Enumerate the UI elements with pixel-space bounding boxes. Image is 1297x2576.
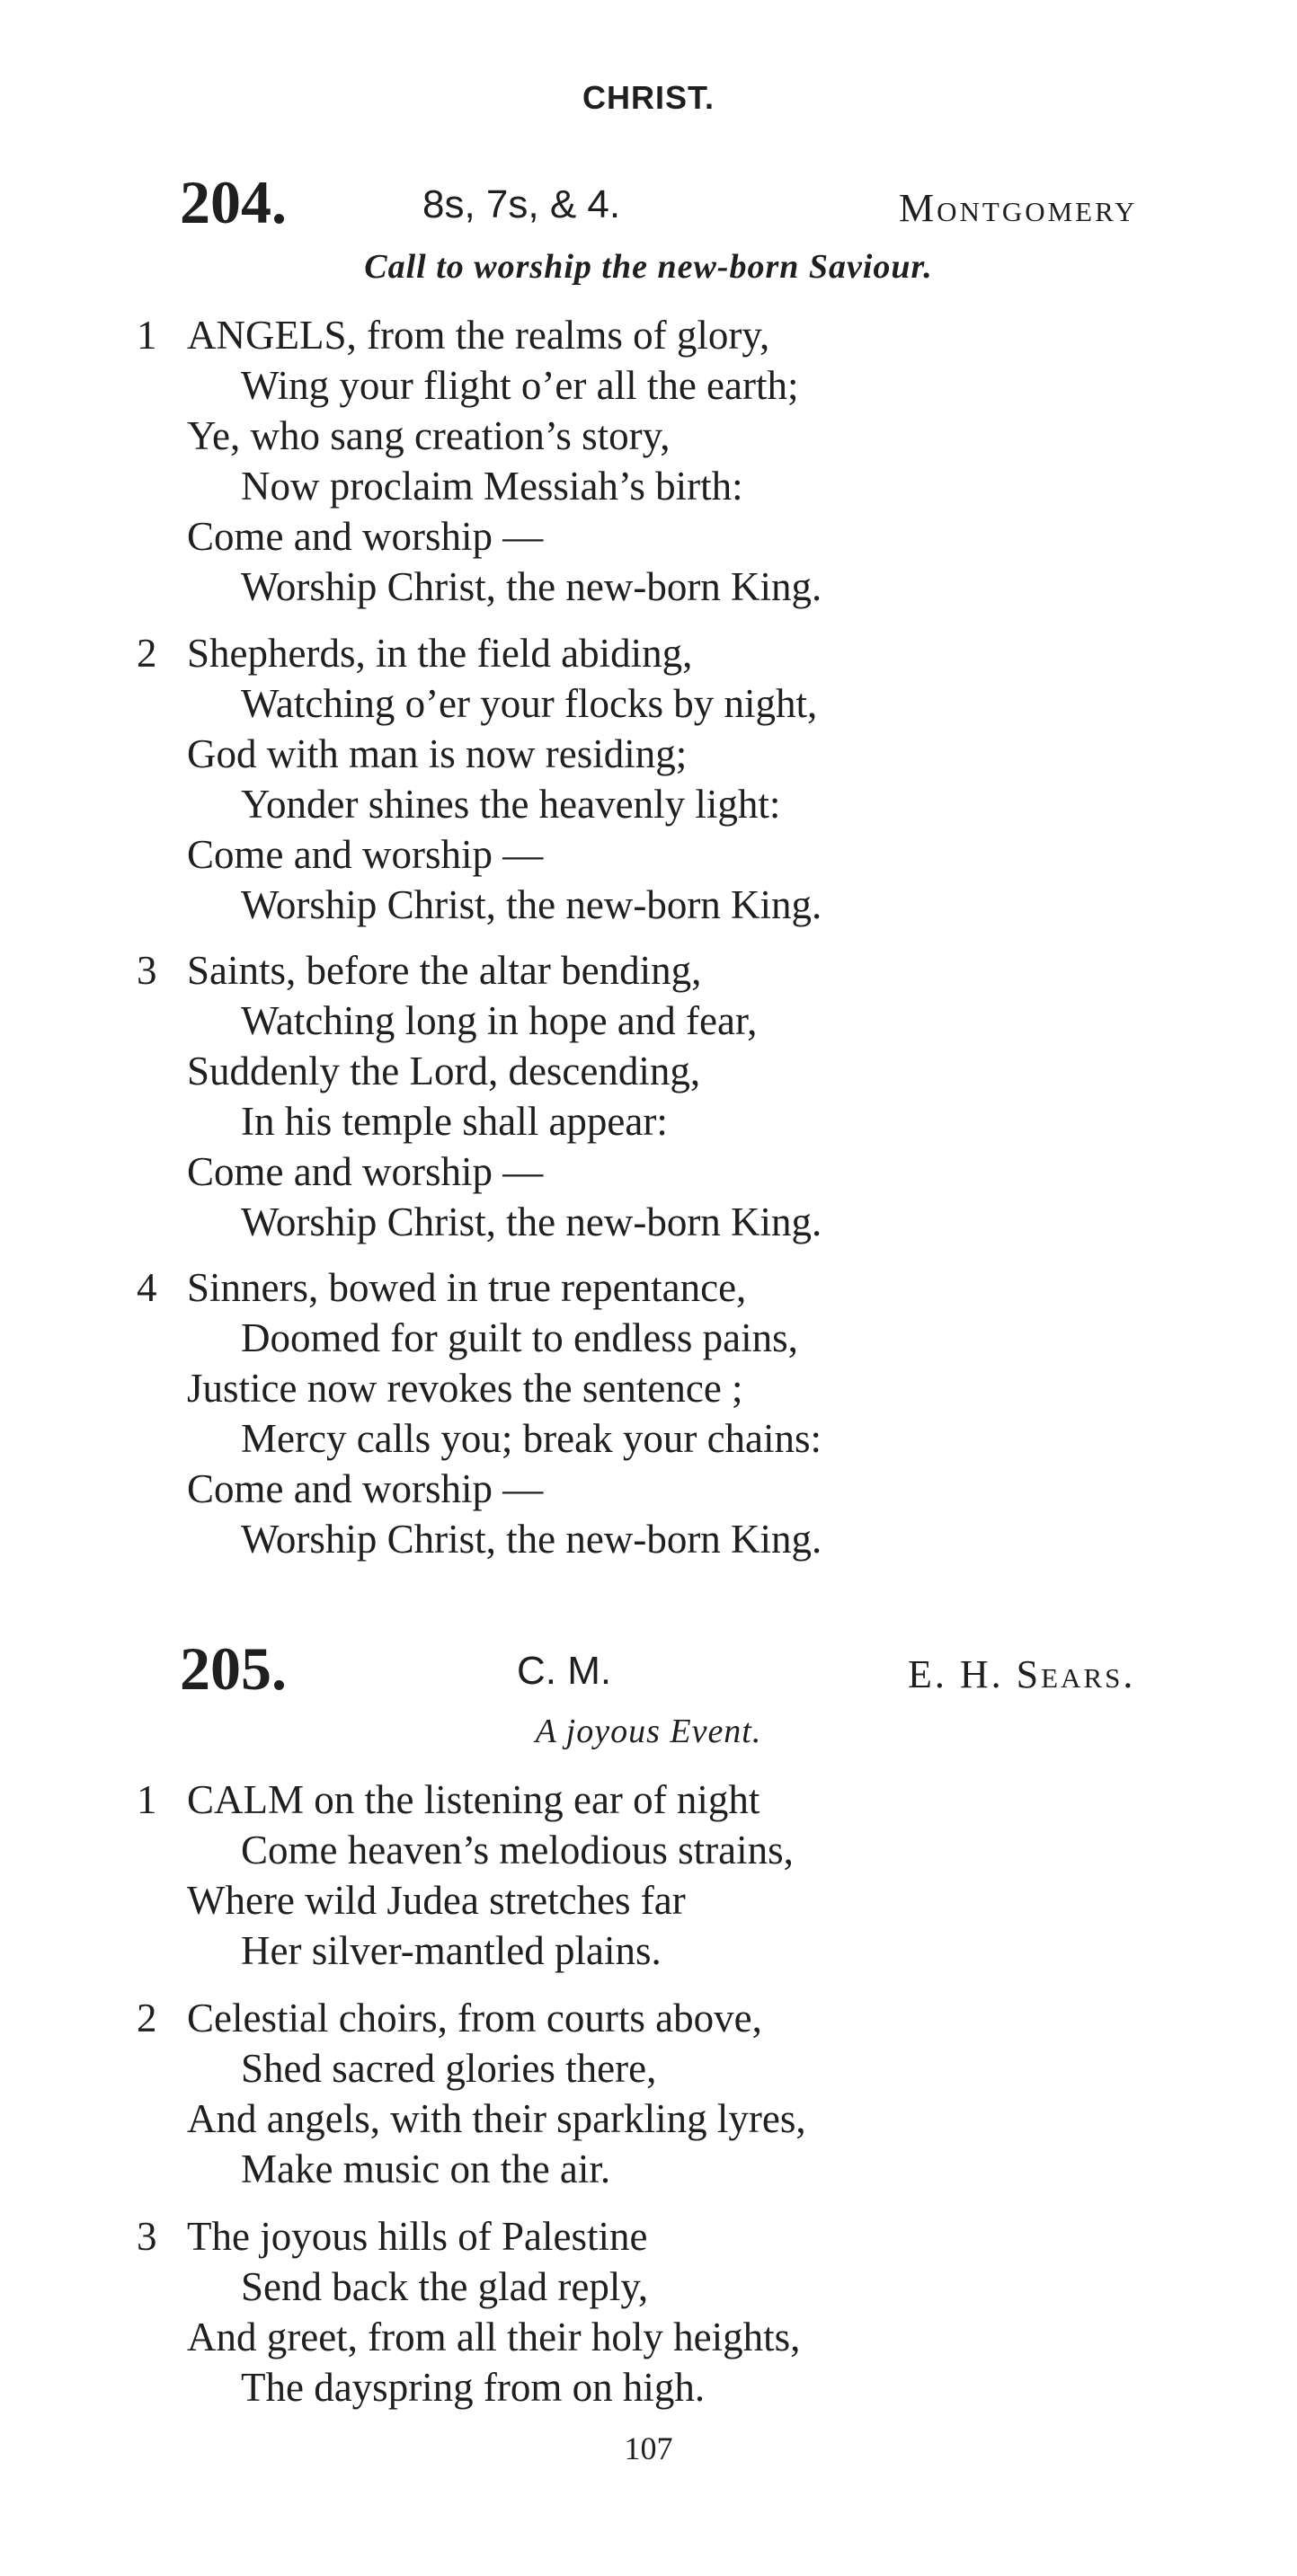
hymn-author: Montgomery [899,186,1138,230]
verse-line: ANGELS, from the realms of glory, [187,313,770,358]
verse-line: Watching o’er your flocks by night, [241,681,818,726]
verse-line: Mercy calls you; break your chains: [241,1416,822,1461]
verse-line: Worship Christ, the new-born King. [241,882,822,927]
verse-line: Wing your flight o’er all the earth; [241,363,799,408]
hymn-number: 205. [180,1634,287,1703]
verse-line: Where wild Judea stretches far [187,1878,686,1923]
verse-line: Yonder shines the heavenly light: [241,782,781,827]
verse-number: 2 [137,631,157,676]
verse-line: In his temple shall appear: [241,1099,668,1144]
verse-line: Come and worship — [187,1149,544,1194]
running-head: CHRIST. [582,79,715,116]
verse-number: 3 [137,948,157,993]
verse-line: Justice now revokes the sentence ; [187,1366,743,1411]
verse-line: And greet, from all their holy heights, [187,2315,801,2359]
verse-line: Suddenly the Lord, descending, [187,1049,701,1093]
hymn-number: 204. [180,168,287,236]
verse-number: 4 [137,1265,157,1310]
verse-line: Shepherds, in the field abiding, [187,631,693,676]
verse-line: God with man is now residing; [187,731,688,776]
verse-line: Worship Christ, the new-born King. [241,1199,822,1244]
hymn-author: E. H. Sears. [908,1652,1136,1696]
verse-line: Make music on the air. [241,2147,611,2191]
hymn-204-header [0,168,1297,236]
verse-line: Sinners, bowed in true repentance, [187,1265,747,1310]
hymn-204-subtitle: Call to worship the new-born Saviour. [364,248,933,286]
verse-line: Saints, before the altar bending, [187,948,702,993]
hymn-205-header [0,1634,1297,1703]
verse-line: Now proclaim Messiah’s birth: [241,464,743,509]
verse-line: Come and worship — [187,1466,544,1511]
verse-line: Shed sacred glories there, [241,2046,657,2091]
verse-line: And angels, with their sparkling lyres, [187,2096,806,2141]
verse-line: Worship Christ, the new-born King. [241,564,822,609]
verse-line: Send back the glad reply, [241,2264,649,2309]
verse-line: Watching long in hope and fear, [241,998,758,1043]
verse-line: Doomed for guilt to endless pains, [241,1315,798,1360]
verse-line: Come and worship — [187,514,544,559]
verse-line: Celestial choirs, from courts above, [187,1996,762,2040]
verse-line: Come heaven’s melodious strains, [241,1828,794,1872]
verse-line: Worship Christ, the new-born King. [241,1517,822,1562]
hymn-meter: C. M. [517,1649,612,1693]
verse-line: The dayspring from on high. [241,2365,706,2410]
verse-line: Her silver-mantled plains. [241,1928,662,1973]
verse-line: CALM on the listening ear of night [187,1777,760,1822]
verse-number: 1 [137,313,157,358]
verse-line: Ye, who sang creation’s story, [187,413,671,458]
verse-number: 3 [137,2214,157,2259]
verse-number: 2 [137,1996,157,2040]
verse-line: The joyous hills of Palestine [187,2214,648,2259]
hymn-meter: 8s, 7s, & 4. [422,182,621,226]
verse-line: Come and worship — [187,832,544,877]
verse-number: 1 [137,1777,157,1822]
page-number: 107 [624,2430,673,2466]
hymn-205-subtitle: A joyous Event. [535,1713,762,1750]
